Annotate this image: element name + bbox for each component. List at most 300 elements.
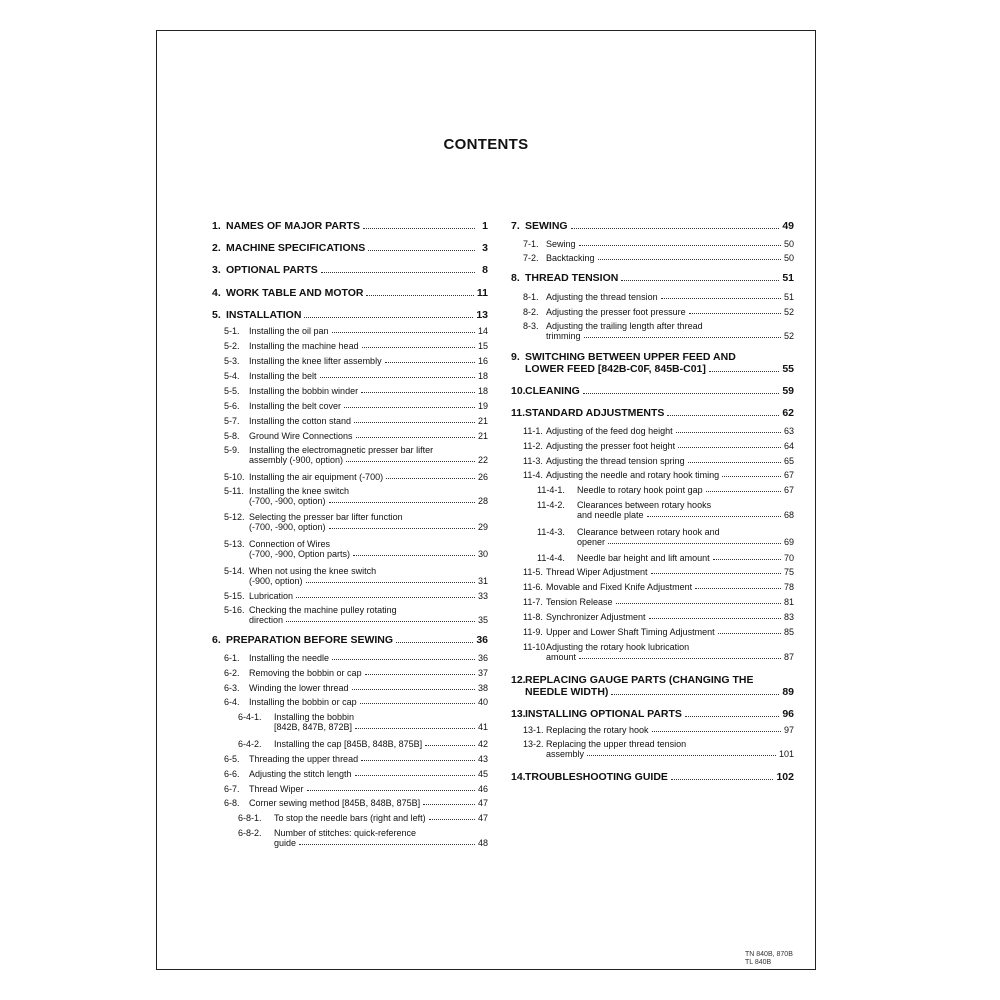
toc-subsection-entry — [212, 653, 488, 663]
toc-page-number: 51 — [783, 292, 794, 302]
toc-subsection-entry — [212, 712, 488, 732]
toc-entry-number: 6-4-2. — [238, 739, 262, 749]
toc-subsection-entry — [212, 828, 488, 848]
toc-page-number: 64 — [783, 441, 794, 451]
toc-entry-title: Replacing the upper thread tension — [546, 739, 687, 749]
toc-page-number: 35 — [477, 615, 488, 625]
model-footer — [745, 951, 793, 967]
toc-entry-title: PREPARATION BEFORE SEWING — [226, 634, 394, 646]
toc-subsection-entry — [212, 472, 488, 482]
toc-leader-dots — [713, 558, 781, 560]
toc-page-number: 14 — [477, 326, 488, 336]
toc-entry-number: 3. — [212, 264, 221, 276]
toc-entry-number: 5-10. — [224, 472, 245, 482]
toc-entry-number: 5-1. — [224, 326, 240, 336]
toc-entry-title: Selecting the presser bar lifter function — [249, 512, 403, 522]
toc-entry-line — [224, 539, 488, 549]
toc-subsection-entry — [212, 813, 488, 823]
toc-entry-title-continued: guide — [274, 838, 297, 848]
toc-entry-line — [224, 522, 488, 532]
toc-entry-title: Installing the machine head — [249, 341, 359, 351]
toc-leader-dots — [344, 406, 475, 408]
toc-entry-number: 1. — [212, 220, 221, 232]
toc-entry-title: TROUBLESHOOTING GUIDE — [525, 771, 668, 783]
toc-subsection-entry — [511, 456, 794, 466]
toc-subsection-entry — [212, 486, 488, 506]
toc-entry-title: Threading the upper thread — [249, 754, 359, 764]
toc-leader-dots — [329, 501, 475, 503]
toc-entry-line — [523, 292, 794, 302]
toc-leader-dots — [386, 477, 475, 479]
toc-entry-number: 11-5. — [523, 567, 543, 577]
toc-page-number: 11 — [476, 287, 488, 299]
toc-entry-title-continued: (-700, -900, Option parts) — [249, 549, 351, 559]
toc-subsection-entry — [511, 553, 794, 563]
toc-entry-line — [537, 485, 794, 495]
toc-entry-number: 11-1. — [523, 426, 543, 436]
toc-entry-title-continued: [842B, 847B, 872B] — [274, 722, 353, 732]
toc-entry-line — [224, 326, 488, 336]
toc-entry-title-continued: (-700, -900, option) — [249, 522, 326, 532]
toc-entry-number: 11-4. — [523, 470, 543, 480]
toc-entry-line — [523, 331, 794, 341]
toc-leader-dots — [354, 421, 475, 423]
toc-page-number: 50 — [783, 253, 794, 263]
toc-entry-title: Installing the bobbin winder — [249, 386, 359, 396]
toc-entry-title: WORK TABLE AND MOTOR — [226, 287, 364, 299]
toc-entry-title: Adjusting the presser foot pressure — [546, 307, 686, 317]
toc-leader-dots — [608, 542, 781, 544]
toc-entry-title: Adjusting the presser foot height — [546, 441, 676, 451]
toc-entry-line — [224, 697, 488, 707]
toc-leader-dots — [361, 391, 475, 393]
toc-page-number: 97 — [783, 725, 794, 735]
toc-entry-title: Upper and Lower Shaft Timing Adjustment — [546, 627, 715, 637]
toc-entry-number: 6-6. — [224, 769, 240, 779]
toc-entry-number: 11-4-3. — [537, 527, 565, 537]
toc-leader-dots — [296, 596, 475, 598]
toc-entry-number: 11-8. — [523, 612, 543, 622]
toc-section-entry — [212, 309, 488, 321]
toc-entry-line — [212, 242, 488, 254]
toc-subsection-entry — [212, 386, 488, 396]
toc-section-entry — [511, 407, 794, 419]
toc-page-number: 48 — [477, 838, 488, 848]
toc-entry-number: 11-6. — [523, 582, 543, 592]
toc-page-number: 1 — [482, 220, 488, 232]
toc-leader-dots — [299, 843, 475, 845]
toc-entry-title: INSTALLING OPTIONAL PARTS — [525, 708, 682, 720]
toc-leader-dots — [304, 316, 473, 318]
toc-page-number: 30 — [477, 549, 488, 559]
toc-leader-dots — [598, 258, 781, 260]
toc-subsection-entry — [212, 798, 488, 808]
toc-entry-title: Installing the electromagnetic presser bar lifter — [249, 445, 434, 455]
toc-page-number: 85 — [783, 627, 794, 637]
toc-entry-title: Installing the belt — [249, 371, 317, 381]
toc-entry-number: 6-3. — [224, 683, 240, 693]
toc-entry-number: 13-1. — [523, 725, 544, 735]
toc-subsection-entry — [511, 253, 794, 263]
toc-section-entry — [511, 351, 794, 375]
toc-leader-dots — [685, 715, 779, 717]
toc-entry-number: 5-7. — [224, 416, 240, 426]
toc-page-number: 63 — [783, 426, 794, 436]
toc-entry-title: SWITCHING BETWEEN UPPER FEED AND — [525, 351, 736, 363]
toc-leader-dots — [346, 460, 475, 462]
toc-entry-line — [523, 321, 794, 331]
toc-entry-number: 6-4-1. — [238, 712, 262, 722]
toc-entry-line — [523, 642, 794, 652]
toc-entry-line — [224, 445, 488, 455]
toc-subsection-entry — [511, 725, 794, 735]
toc-entry-title: Synchronizer Adjustment — [546, 612, 646, 622]
toc-entry-title: Replacing the rotary hook — [546, 725, 649, 735]
toc-entry-title-continued: LOWER FEED [842B-C0F, 845B-C01] — [525, 363, 706, 375]
toc-entry-number: 5-8. — [224, 431, 240, 441]
toc-page-number: 96 — [782, 708, 794, 720]
toc-leader-dots — [722, 475, 781, 477]
toc-page-number: 65 — [783, 456, 794, 466]
toc-page-number: 33 — [477, 591, 488, 601]
toc-leader-dots — [307, 789, 475, 791]
toc-page-number: 62 — [782, 407, 794, 419]
toc-entry-number: 12. — [511, 674, 526, 686]
toc-leader-dots — [396, 641, 473, 643]
toc-leader-dots — [360, 702, 475, 704]
toc-entry-line — [224, 416, 488, 426]
toc-entry-line — [224, 455, 488, 465]
toc-subsection-entry — [511, 567, 794, 577]
toc-entry-title: CLEANING — [525, 385, 580, 397]
toc-entry-line — [523, 470, 794, 480]
toc-subsection-entry — [511, 426, 794, 436]
toc-entry-line — [212, 309, 488, 321]
toc-entry-line — [212, 634, 488, 646]
toc-entry-line — [224, 653, 488, 663]
toc-entry-title: Adjusting the stitch length — [249, 769, 352, 779]
toc-entry-title: Thread Wiper Adjustment — [546, 567, 648, 577]
toc-page-number: 59 — [782, 385, 794, 397]
toc-entry-title: Adjusting the needle and rotary hook timing — [546, 470, 720, 480]
toc-leader-dots — [365, 673, 475, 675]
toc-section-entry — [511, 708, 794, 720]
toc-leader-dots — [571, 227, 780, 229]
toc-entry-number: 11-2. — [523, 441, 543, 451]
toc-leader-dots — [621, 279, 779, 281]
toc-leader-dots — [651, 572, 781, 574]
toc-entry-title: Movable and Fixed Knife Adjustment — [546, 582, 693, 592]
toc-entry-number: 6-4. — [224, 697, 240, 707]
toc-entry-line — [224, 605, 488, 615]
toc-page-number: 37 — [477, 668, 488, 678]
toc-entry-title: Thread Wiper — [249, 784, 304, 794]
toc-page-number: 18 — [477, 386, 488, 396]
toc-leader-dots — [676, 431, 781, 433]
toc-page-number: 51 — [782, 272, 794, 284]
toc-entry-title: Installing the oil pan — [249, 326, 329, 336]
toc-subsection-entry — [511, 627, 794, 637]
toc-entry-line — [511, 220, 794, 232]
toc-entry-line — [511, 272, 794, 284]
toc-entry-line — [523, 567, 794, 577]
toc-subsection-entry — [212, 341, 488, 351]
toc-entry-title: Clearance between rotary hook and — [577, 527, 720, 537]
toc-entry-title: Backtacking — [546, 253, 595, 263]
toc-entry-number: 5-15. — [224, 591, 245, 601]
toc-entry-line — [537, 510, 794, 520]
toc-page-number: 3 — [482, 242, 488, 254]
toc-section-entry — [511, 771, 794, 783]
toc-page-number: 41 — [477, 722, 488, 732]
toc-page-number: 38 — [477, 683, 488, 693]
toc-entry-title: Needle to rotary hook point gap — [577, 485, 703, 495]
toc-entry-line — [238, 722, 488, 732]
toc-entry-title: Adjusting of the feed dog height — [546, 426, 673, 436]
toc-entry-line — [511, 686, 794, 698]
toc-section-entry — [511, 272, 794, 284]
toc-leader-dots — [425, 744, 475, 746]
toc-entry-line — [511, 385, 794, 397]
toc-entry-line — [523, 627, 794, 637]
toc-entry-number: 13. — [511, 708, 526, 720]
toc-subsection-entry — [212, 683, 488, 693]
toc-entry-title: Corner sewing method [845B, 848B, 875B] — [249, 798, 421, 808]
toc-leader-dots — [649, 617, 781, 619]
toc-section-entry — [511, 220, 794, 232]
toc-leader-dots — [366, 294, 473, 296]
toc-subsection-entry — [212, 445, 488, 465]
toc-subsection-entry — [511, 307, 794, 317]
toc-section-entry — [511, 385, 794, 397]
toc-leader-dots — [584, 336, 781, 338]
toc-subsection-entry — [212, 784, 488, 794]
toc-subsection-entry — [212, 605, 488, 625]
toc-leader-dots — [579, 244, 781, 246]
toc-entry-line — [224, 566, 488, 576]
toc-subsection-entry — [511, 527, 794, 547]
toc-leader-dots — [286, 620, 475, 622]
toc-entry-number: 5-11. — [224, 486, 244, 496]
toc-subsection-entry — [212, 326, 488, 336]
toc-leader-dots — [363, 227, 475, 229]
toc-page-number: 49 — [782, 220, 794, 232]
toc-entry-title: When not using the knee switch — [249, 566, 377, 576]
toc-entry-title: Clearances between rotary hooks — [577, 500, 712, 510]
toc-entry-title: Installing the bobbin — [274, 712, 355, 722]
toc-entry-number: 5-13. — [224, 539, 245, 549]
toc-entry-line — [224, 401, 488, 411]
toc-leader-dots — [718, 632, 781, 634]
toc-entry-line — [511, 771, 794, 783]
toc-subsection-entry — [212, 566, 488, 586]
toc-subsection-entry — [212, 401, 488, 411]
toc-subsection-entry — [511, 500, 794, 520]
toc-entry-title: Removing the bobbin or cap — [249, 668, 362, 678]
toc-entry-number: 11-9. — [523, 627, 543, 637]
toc-entry-number: 11-4-4. — [537, 553, 565, 563]
toc-leader-dots — [678, 446, 781, 448]
toc-entry-title-continued: (-900, option) — [249, 576, 303, 586]
toc-entry-title-continued: NEEDLE WIDTH) — [525, 686, 609, 698]
toc-entry-line — [523, 612, 794, 622]
toc-entry-title: Checking the machine pulley rotating — [249, 605, 397, 615]
toc-page-number: 70 — [783, 553, 794, 563]
toc-leader-dots — [385, 361, 475, 363]
toc-leader-dots — [689, 312, 781, 314]
toc-entry-line — [238, 838, 488, 848]
toc-leader-dots — [706, 490, 781, 492]
toc-entry-title: Installing the bobbin or cap — [249, 697, 357, 707]
toc-entry-number: 10. — [511, 385, 526, 397]
toc-entry-title: SEWING — [525, 220, 568, 232]
toc-entry-number: 6-8-1. — [238, 813, 262, 823]
toc-entry-number: 5-3. — [224, 356, 240, 366]
toc-page-number: 29 — [477, 522, 488, 532]
toc-leader-dots — [352, 688, 475, 690]
toc-page-number: 43 — [477, 754, 488, 764]
toc-entry-number: 5-5. — [224, 386, 240, 396]
toc-entry-line — [224, 356, 488, 366]
toc-entry-number: 11-3. — [523, 456, 543, 466]
toc-leader-dots — [579, 657, 781, 659]
toc-subsection-entry — [212, 356, 488, 366]
toc-leader-dots — [423, 803, 475, 805]
toc-entry-line — [224, 341, 488, 351]
toc-page-number: 28 — [477, 496, 488, 506]
toc-page-number: 52 — [783, 307, 794, 317]
toc-leader-dots — [362, 346, 475, 348]
toc-page-number: 68 — [783, 510, 794, 520]
toc-entry-number: 5-6. — [224, 401, 240, 411]
toc-entry-title: Needle bar height and lift amount — [577, 553, 710, 563]
toc-entry-title: Ground Wire Connections — [249, 431, 353, 441]
toc-page-number: 13 — [476, 309, 488, 321]
toc-section-entry — [212, 264, 488, 276]
toc-page-number: 101 — [778, 749, 794, 759]
toc-entry-title: Tension Release — [546, 597, 613, 607]
toc-subsection-entry — [212, 371, 488, 381]
toc-leader-dots — [587, 754, 776, 756]
toc-leader-dots — [616, 602, 781, 604]
toc-entry-line — [224, 431, 488, 441]
toc-leader-dots — [355, 727, 475, 729]
toc-leader-dots — [355, 774, 475, 776]
toc-entry-number: 4. — [212, 287, 221, 299]
toc-entry-line — [224, 615, 488, 625]
toc-entry-line — [511, 351, 794, 363]
toc-leader-dots — [671, 778, 774, 780]
toc-leader-dots — [332, 658, 475, 660]
toc-entry-title: Winding the lower thread — [249, 683, 349, 693]
toc-entry-line — [511, 708, 794, 720]
toc-entry-line — [523, 725, 794, 735]
toc-leader-dots — [329, 527, 475, 529]
toc-leader-dots — [361, 759, 475, 761]
toc-page-number: 81 — [783, 597, 794, 607]
toc-page-number: 69 — [783, 537, 794, 547]
toc-entry-line — [212, 220, 488, 232]
toc-entry-line — [523, 739, 794, 749]
toc-entry-line — [537, 537, 794, 547]
toc-subsection-entry — [511, 485, 794, 495]
toc-entry-number: 5-2. — [224, 341, 240, 351]
toc-entry-number: 5-14. — [224, 566, 245, 576]
toc-page-number: 36 — [477, 653, 488, 663]
toc-entry-title: REPLACING GAUGE PARTS (CHANGING THE — [525, 674, 754, 686]
toc-entry-line — [224, 496, 488, 506]
toc-entry-number: 6-8. — [224, 798, 240, 808]
toc-leader-dots — [688, 461, 781, 463]
toc-entry-line — [224, 472, 488, 482]
toc-leader-dots — [652, 730, 781, 732]
toc-subsection-entry — [511, 739, 794, 759]
toc-leader-dots — [321, 271, 475, 273]
toc-entry-title: THREAD TENSION — [525, 272, 619, 284]
toc-entry-title: OPTIONAL PARTS — [226, 264, 318, 276]
toc-entry-title: Installing the cap [845B, 848B, 875B] — [274, 739, 423, 749]
toc-entry-line — [224, 371, 488, 381]
toc-entry-title: Sewing — [546, 239, 576, 249]
toc-subsection-entry — [212, 539, 488, 559]
toc-subsection-entry — [212, 668, 488, 678]
toc-entry-title-continued: (-700, -900, option) — [249, 496, 326, 506]
toc-subsection-entry — [511, 470, 794, 480]
toc-entry-number: 8-3. — [523, 321, 539, 331]
footer-line-2: TL 840B — [745, 959, 772, 966]
toc-page-number: 18 — [477, 371, 488, 381]
toc-page-number: 78 — [783, 582, 794, 592]
toc-page-number: 42 — [477, 739, 488, 749]
toc-entry-title: Installing the cotton stand — [249, 416, 352, 426]
toc-page-number: 26 — [477, 472, 488, 482]
toc-leader-dots — [695, 587, 781, 589]
toc-entry-line — [224, 386, 488, 396]
toc-leader-dots — [611, 693, 779, 695]
toc-entry-line — [523, 253, 794, 263]
toc-entry-number: 5. — [212, 309, 221, 321]
toc-page-number: 22 — [477, 455, 488, 465]
toc-section-entry — [511, 674, 794, 698]
toc-subsection-entry — [511, 582, 794, 592]
toc-leader-dots — [332, 331, 475, 333]
toc-entry-line — [224, 798, 488, 808]
toc-entry-title: INSTALLATION — [226, 309, 302, 321]
toc-entry-title-continued: assembly (-900, option) — [249, 455, 344, 465]
toc-entry-title: Number of stitches: quick-reference — [274, 828, 417, 838]
toc-page-number: 8 — [482, 264, 488, 276]
toc-entry-line — [212, 264, 488, 276]
toc-entry-line — [523, 652, 794, 662]
toc-subsection-entry — [212, 697, 488, 707]
toc-entry-number: 13-2. — [523, 739, 544, 749]
toc-entry-line — [224, 754, 488, 764]
manual-page — [156, 30, 816, 970]
toc-entry-title: Installing the belt cover — [249, 401, 342, 411]
toc-entry-line — [238, 828, 488, 838]
toc-leader-dots — [667, 414, 779, 416]
toc-page-number: 89 — [782, 686, 794, 698]
toc-entry-line — [224, 683, 488, 693]
toc-subsection-entry — [212, 739, 488, 749]
toc-entry-number: 11-4-2. — [537, 500, 565, 510]
toc-leader-dots — [306, 581, 475, 583]
toc-leader-dots — [368, 249, 475, 251]
toc-subsection-entry — [511, 239, 794, 249]
toc-entry-number: 6-2. — [224, 668, 240, 678]
toc-page-number: 102 — [776, 771, 794, 783]
toc-entry-line — [523, 441, 794, 451]
